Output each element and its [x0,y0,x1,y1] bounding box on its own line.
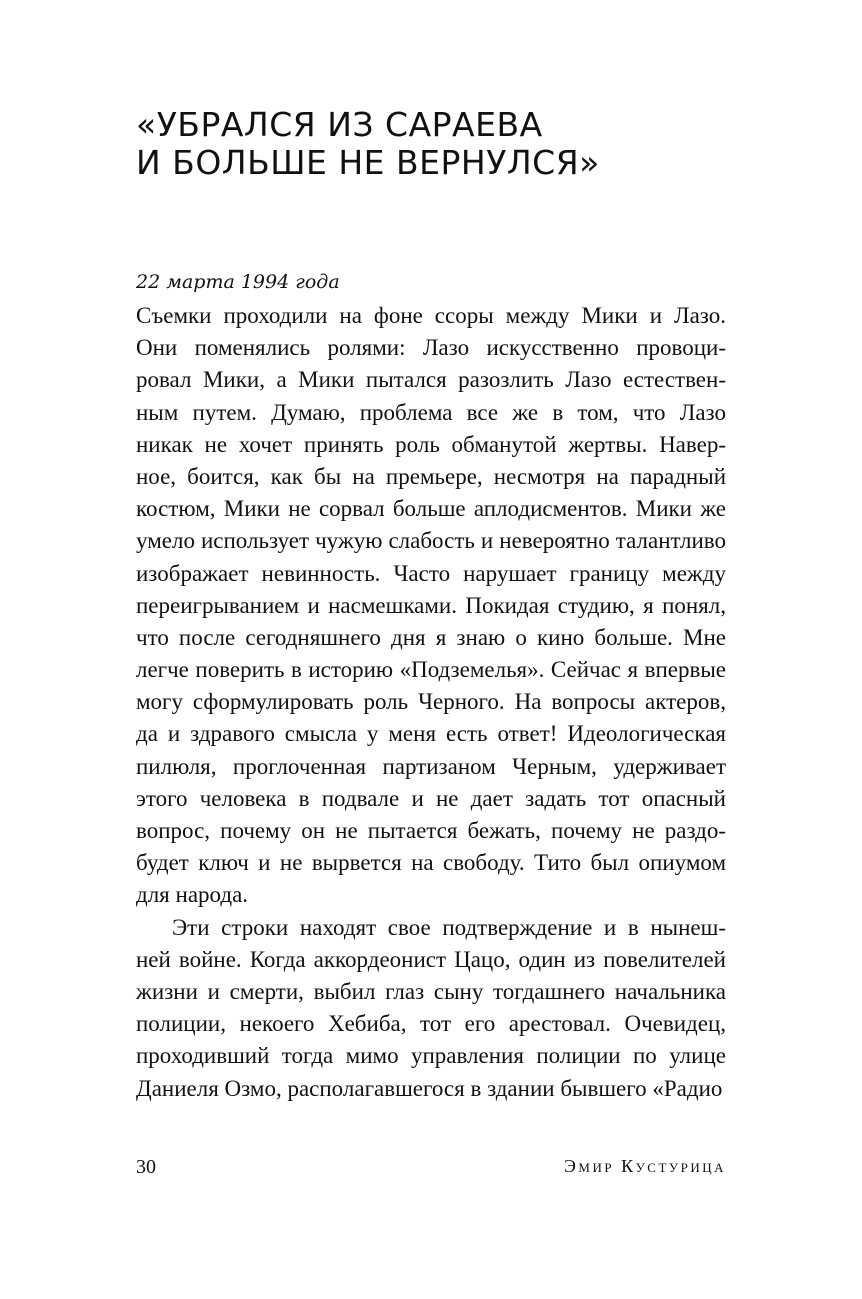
text-line: что после сегодняшнего дня я знаю о кино больше. Мне [136,624,726,650]
text-line: проходивший тогда мимо управления полиции по улице [136,1043,726,1069]
text-line: полиции, некоего Хебиба, тот его арестовал. Очевидец, [136,1011,726,1037]
text-line: ней войне. Когда аккордеонист Цацо, один из повелителей [136,946,726,972]
text-line: будет ключ и не вырвется на свободу. Тито был опиумом [136,850,726,876]
entry-date: 22 марта 1994 года [136,271,340,293]
text-line: костюм, Мики не сорвал больше аплодисментов. Мики же [136,496,726,522]
chapter-title-line-1: «УБРАЛСЯ ИЗ САРАЕВА [136,105,543,144]
text-line: Эти строки находят свое подтверждение и в нынеш- [172,914,726,940]
text-line: пилюля, проглоченная партизаном Черным, удерживает [136,753,726,779]
text-line: легче поверить в историю «Подземелья». Сейчас я впервые [136,657,726,683]
text-line: ным путем. Думаю, проблема все же в том, что Лазо [136,399,726,425]
text-line: изображает невинность. Часто нарушает границу между [136,560,726,586]
chapter-title [136,106,736,182]
text-line: вопрос, почему он не пытается бежать, почему не раздо- [136,818,726,843]
text-line: переигрыванием и насмешками. Покидая студию, я понял, [136,592,726,618]
text-line: жизни и смерти, выбил глаз сыну тогдашнего начальника [136,978,726,1004]
paragraph-2 [136,912,726,1105]
page-number: 30 [136,1156,156,1178]
text-line: Съемки проходили на фоне ссоры между Мики и Лазо. [136,303,726,328]
paragraph-1 [136,300,726,912]
text-line: никак не хочет принять роль обманутой жертвы. Навер- [136,431,726,457]
text-line: могу сформулировать роль Черного. На вопросы актеров, [136,689,726,715]
running-footer-author: Эмир Кустурица [564,1156,726,1176]
body-text [136,300,726,1105]
text-line: ровал Мики, а Мики пытался разозлить Лазо естествен- [136,367,726,393]
text-line: да и здравого смысла у меня есть ответ! Идеологическая [136,721,726,747]
text-line: умело использует чужую слабость и невероятно талантливо [136,528,726,554]
text-line: этого человека в подвале и не дает задать тот опасный [136,785,726,811]
text-line: Даниеля Озмо, располагавшегося в здании бывшего «Радио [136,1075,723,1101]
text-line: ное, боится, как бы на премьере, несмотря на парадный [136,463,726,489]
text-line: для народа. [136,882,249,908]
text-line: Они поменялись ролями: Лазо искусственно провоци- [136,335,726,361]
chapter-title-line-2: И БОЛЬШЕ НЕ ВЕРНУЛСЯ» [136,143,600,182]
